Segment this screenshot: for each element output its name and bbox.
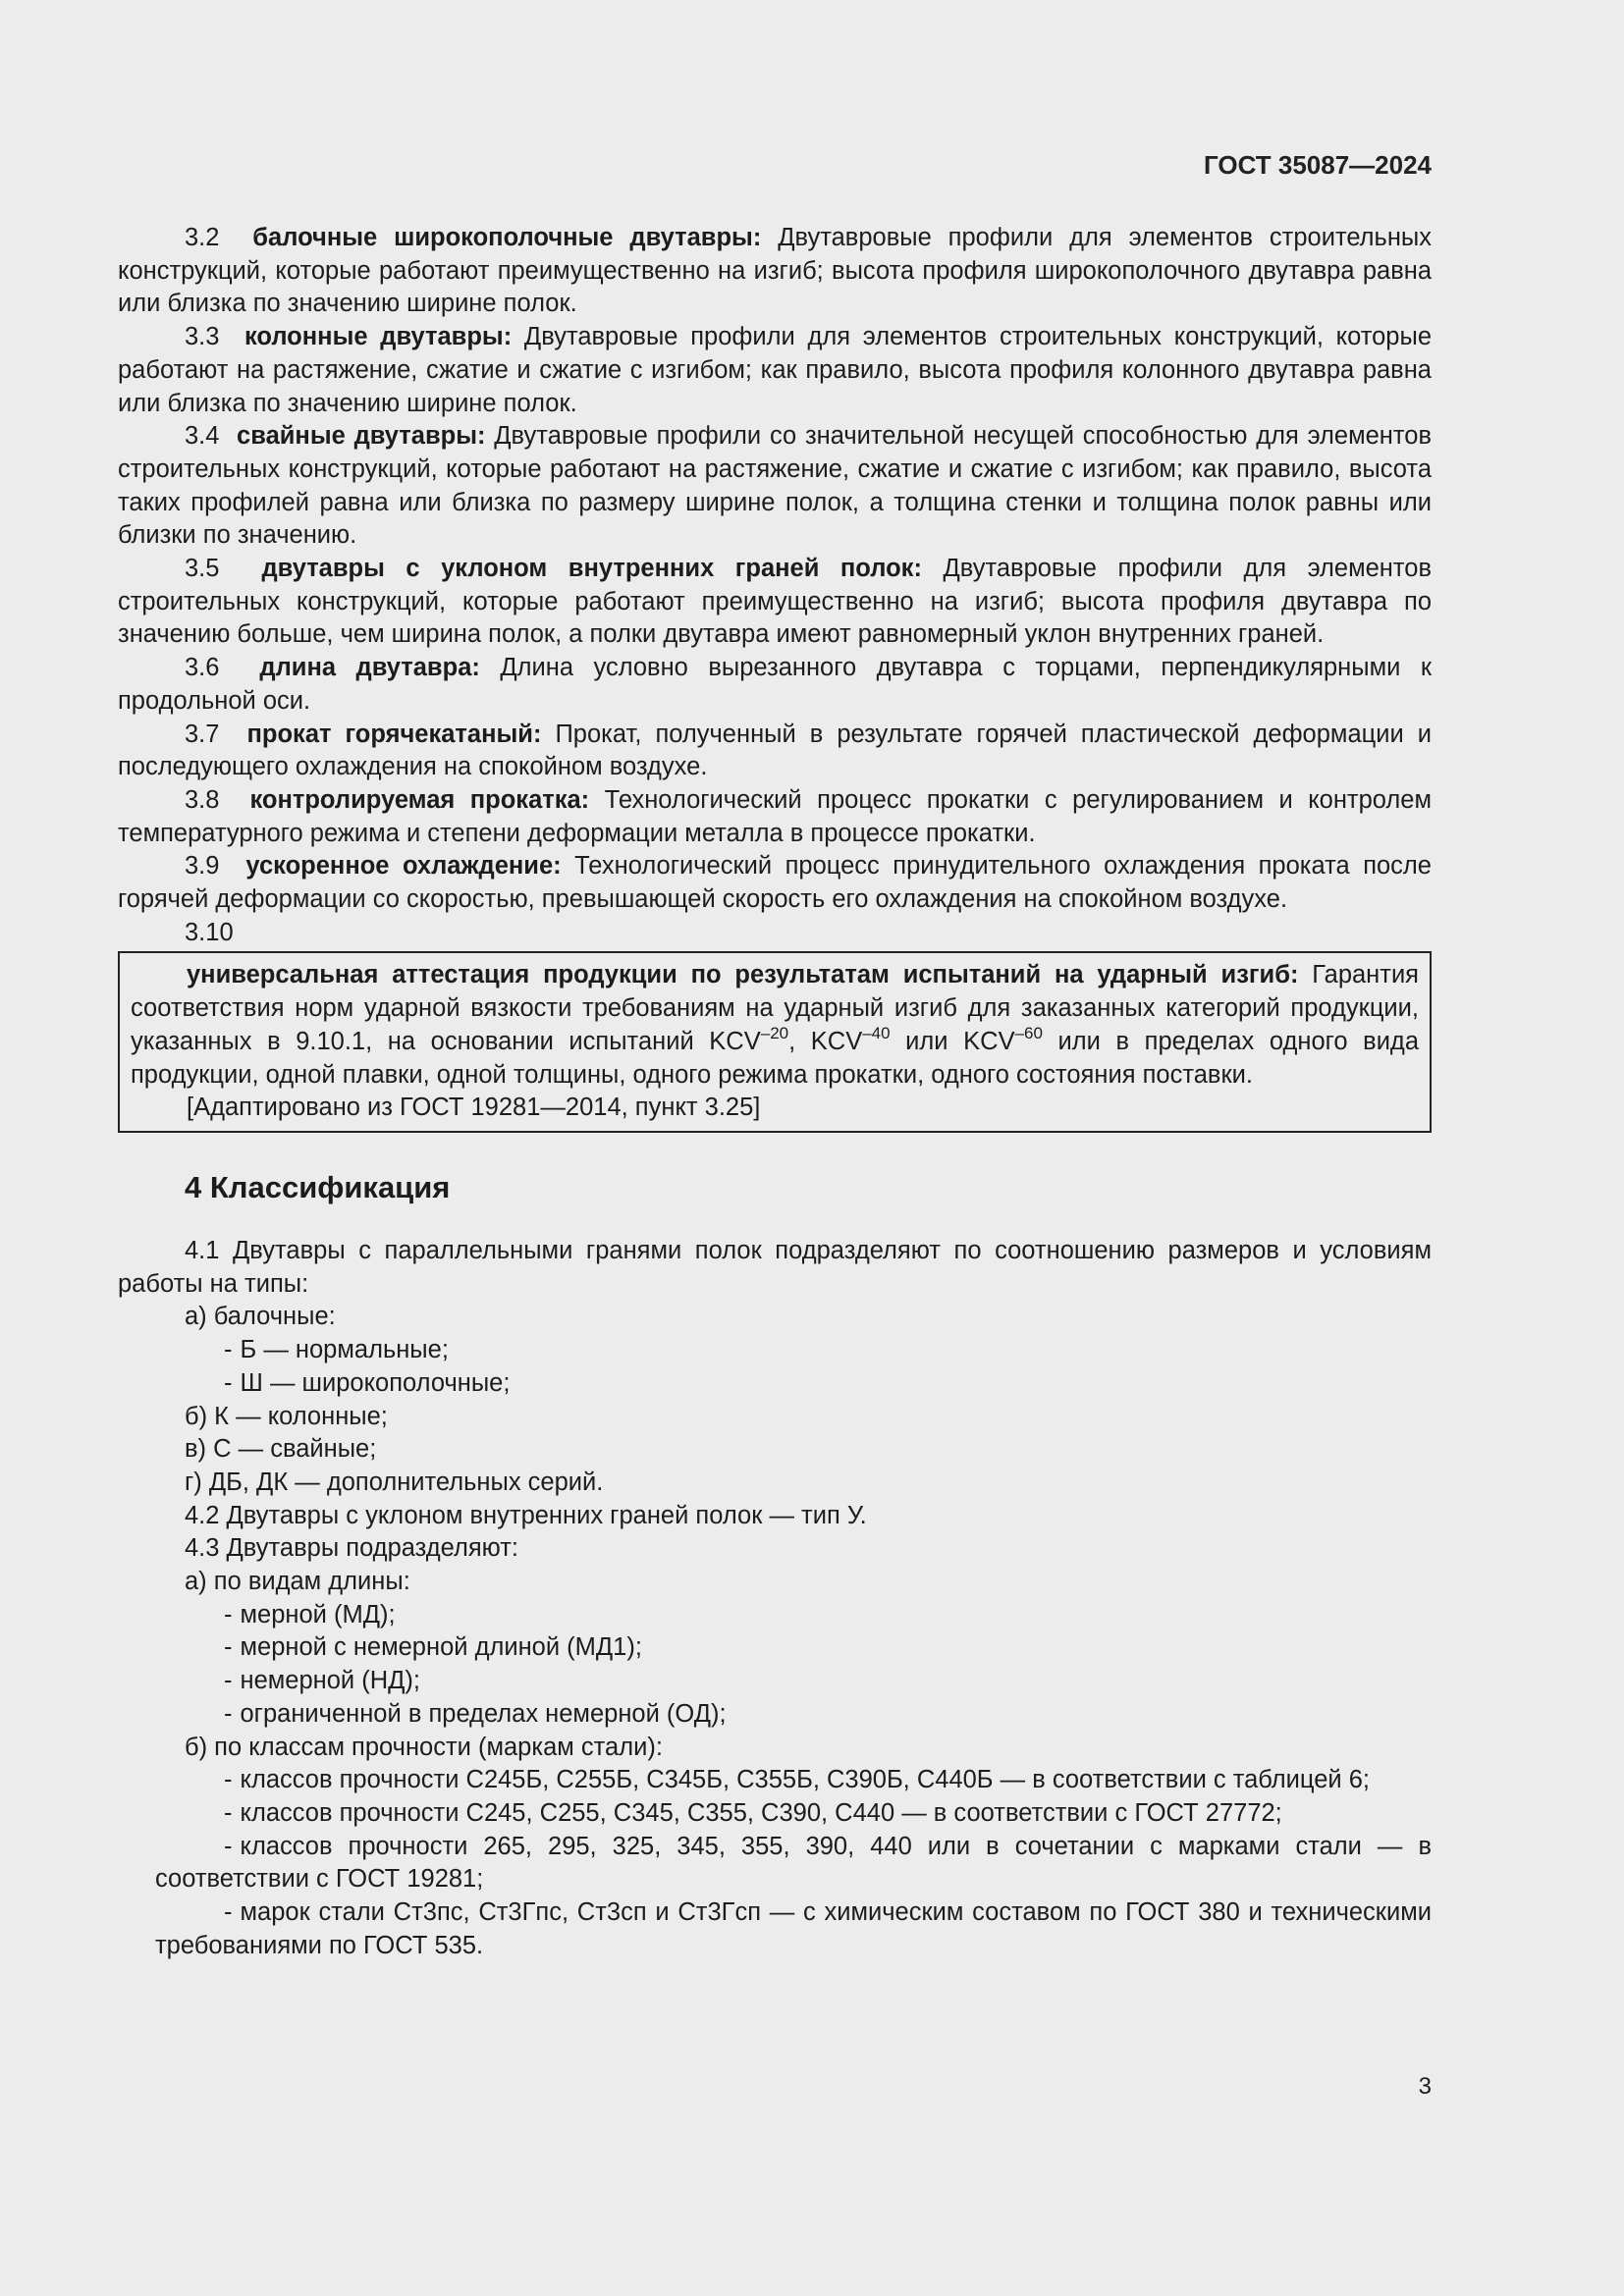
list-dash: - (224, 1600, 233, 1629)
list-subitem (118, 1831, 1432, 1896)
clause-number: 3.7 (185, 720, 220, 748)
term: прокат горячекатаный: (246, 720, 542, 748)
term: универсальная аттестация продукции по результатам испытаний на ударный изгиб: (187, 961, 1299, 989)
document-page (118, 0, 1432, 2296)
list-subitem (118, 1896, 1432, 1962)
list-subitem (118, 1764, 1432, 1797)
section-title: 4 Классификация (185, 1169, 451, 1204)
list-subitem (118, 1334, 1432, 1367)
definition-3-3 (118, 321, 1432, 420)
definition-text: Двутавровые профили для элементов строительных конструкций, которые работают на растяжение, сжатие и сжатие с изгибом; как правило, высота профиля колонного двутавра равна или близка по значению ширине полок. (118, 323, 1432, 417)
list-item: в) С — свайные; (185, 1435, 377, 1464)
term: контролируемая прокатка: (249, 785, 590, 814)
superscript: –40 (862, 1023, 891, 1042)
definition-text: Технологический процесс принудительного охлаждения проката после горячей деформации со скоростью, превышающей скорость его охлаждения на спокойном воздухе. (118, 852, 1432, 914)
superscript: –60 (1014, 1023, 1043, 1042)
clause-3-10-number: 3.10 (185, 918, 234, 946)
list-subitem-text: марок стали Ст3пс, Ст3Гпс, Ст3сп и Ст3Гсп — с химическим составом по ГОСТ 380 и техническими требованиями по ГОСТ 535. (155, 1898, 1432, 1959)
list-subitem-text: классов прочности С245Б, С255Б, С345Б, С355Б, С390Б, С440Б — в соответствии с таблицей 6; (240, 1766, 1370, 1794)
list-subitem-text: ограниченной в пределах немерной (ОД); (240, 1699, 727, 1728)
list-dash: - (224, 1832, 233, 1860)
clause-number: 3.9 (185, 852, 220, 881)
list-dash: - (224, 1699, 233, 1728)
list-subitem (118, 1698, 1432, 1732)
list-item: а) по видам длины: (185, 1568, 410, 1596)
list-subitem-text: немерной (НД); (240, 1667, 421, 1695)
list-dash: - (224, 1898, 233, 1927)
clause-number: 3.3 (185, 323, 220, 351)
list-subitem-text: классов прочности С245, С255, С345, С355, С390, С440 — в соответствии с ГОСТ 27772; (240, 1798, 1282, 1827)
clause-number: 3.6 (185, 654, 220, 682)
definition-3-5 (118, 553, 1432, 652)
list-item: б) по классам прочности (маркам стали): (185, 1733, 663, 1761)
document-body (118, 222, 1432, 1962)
list-subitem (118, 1631, 1432, 1665)
definition-3-4 (118, 420, 1432, 553)
definition-text: , KCV (788, 1027, 863, 1055)
list-dash: - (224, 1336, 233, 1364)
definition-3-8 (118, 784, 1432, 850)
clause-4-3: 4.3 Двутавры подразделяют: (185, 1534, 519, 1563)
clause-number: 3.8 (185, 785, 220, 814)
term: двутавры с уклоном внутренних граней полок: (261, 555, 922, 583)
list-dash: - (224, 1368, 233, 1397)
term: колонные двутавры: (244, 323, 513, 351)
definition-3-7 (118, 719, 1432, 784)
definition-text: Длина условно вырезанного двутавра с торцами, перпендикулярными к продольной оси. (118, 654, 1433, 715)
definition-text: Прокат, полученный в результате горячей пластической деформации и последующего охлаждения на спокойном воздухе. (118, 720, 1432, 781)
list-subitem (118, 1665, 1432, 1698)
list-subitem-text: мерной с немерной длиной (МД1); (240, 1633, 642, 1662)
clause-4-1: 4.1 Двутавры с параллельными гранями полок подразделяют по соотношению размеров и условиям работы на типы: (118, 1236, 1432, 1298)
list-item: г) ДБ, ДК — дополнительных серий. (185, 1468, 604, 1496)
standard-header: ГОСТ 35087—2024 (1204, 150, 1432, 180)
list-dash: - (224, 1798, 233, 1827)
definition-3-10-frame (118, 951, 1432, 1133)
definition-3-9 (118, 850, 1432, 916)
definition-3-6 (118, 652, 1432, 718)
list-item: а) балочные: (185, 1303, 336, 1331)
term: свайные двутавры: (237, 422, 486, 451)
page-number: 3 (1418, 2073, 1432, 2100)
list-dash: - (224, 1633, 233, 1662)
definition-text: или KCV (890, 1027, 1015, 1055)
list-item: б) К — колонные; (185, 1402, 388, 1430)
list-subitem-text: Ш — широкополочные; (240, 1368, 511, 1397)
list-subitem-text: Б — нормальные; (240, 1336, 449, 1364)
definition-text: Технологический процесс прокатки с регулированием и контролем температурного режима и степени деформации металла в процессе прокатки. (118, 785, 1432, 847)
list-subitem (118, 1599, 1432, 1632)
definition-text: или в пределах одного вида продукции, одной плавки, одной толщины, одного режима прокатки, одного состояния поставки. (131, 1027, 1419, 1089)
list-dash: - (224, 1667, 233, 1695)
definition-3-10 (131, 959, 1419, 1092)
term: балочные широкополочные двутавры: (252, 224, 762, 251)
definition-text: Двутавровые профили со значительной несущей способностью для элементов строительных конструкций, которые работают на растяжение, сжатие и сжатие с изгибом; как правило, высота таких профилей равна или близка по размеру ширине полок, а толщина стенки и толщина полок равны или близки по значению. (118, 422, 1432, 550)
definition-text: Двутавровые профили для элементов строительных конструкций, которые работают преимущественно на изгиб; высота профиля двутавра по значению больше, чем ширина полок, а полки двутавра имеют равномерный уклон внутренних граней. (118, 555, 1433, 649)
list-subitem-text: мерной (МД); (240, 1600, 396, 1629)
clause-number: 3.4 (185, 422, 220, 451)
clause-number: 3.2 (185, 224, 220, 251)
term: длина двутавра: (259, 654, 480, 682)
clause-number: 3.5 (185, 555, 220, 583)
definition-3-2 (118, 222, 1432, 321)
source-note: [Адаптировано из ГОСТ 19281—2014, пункт 3.25] (187, 1094, 761, 1122)
definition-text: Двутавровые профили для элементов строительных конструкций, которые работают преимущественно на изгиб; высота профиля широкополочного двутавра равна или близка по значению ширине полок. (118, 224, 1433, 318)
clause-4-2: 4.2 Двутавры с уклоном внутренних граней полок — тип У. (185, 1501, 867, 1529)
list-subitem-text: классов прочности 265, 295, 325, 345, 355, 390, 440 или в сочетании с марками стали — в соответствии с ГОСТ 19281; (155, 1832, 1432, 1894)
list-dash: - (224, 1766, 233, 1794)
superscript: –20 (760, 1023, 789, 1042)
list-subitem (118, 1797, 1432, 1831)
list-subitem (118, 1367, 1432, 1401)
definition-text: Гарантия соответствия норм ударной вязкости требованиям на ударный изгиб для заказанных категорий продукции, указанных в 9.10.1, на основании испытаний KCV (131, 961, 1419, 1055)
term: ускоренное охлаждение: (245, 852, 562, 881)
